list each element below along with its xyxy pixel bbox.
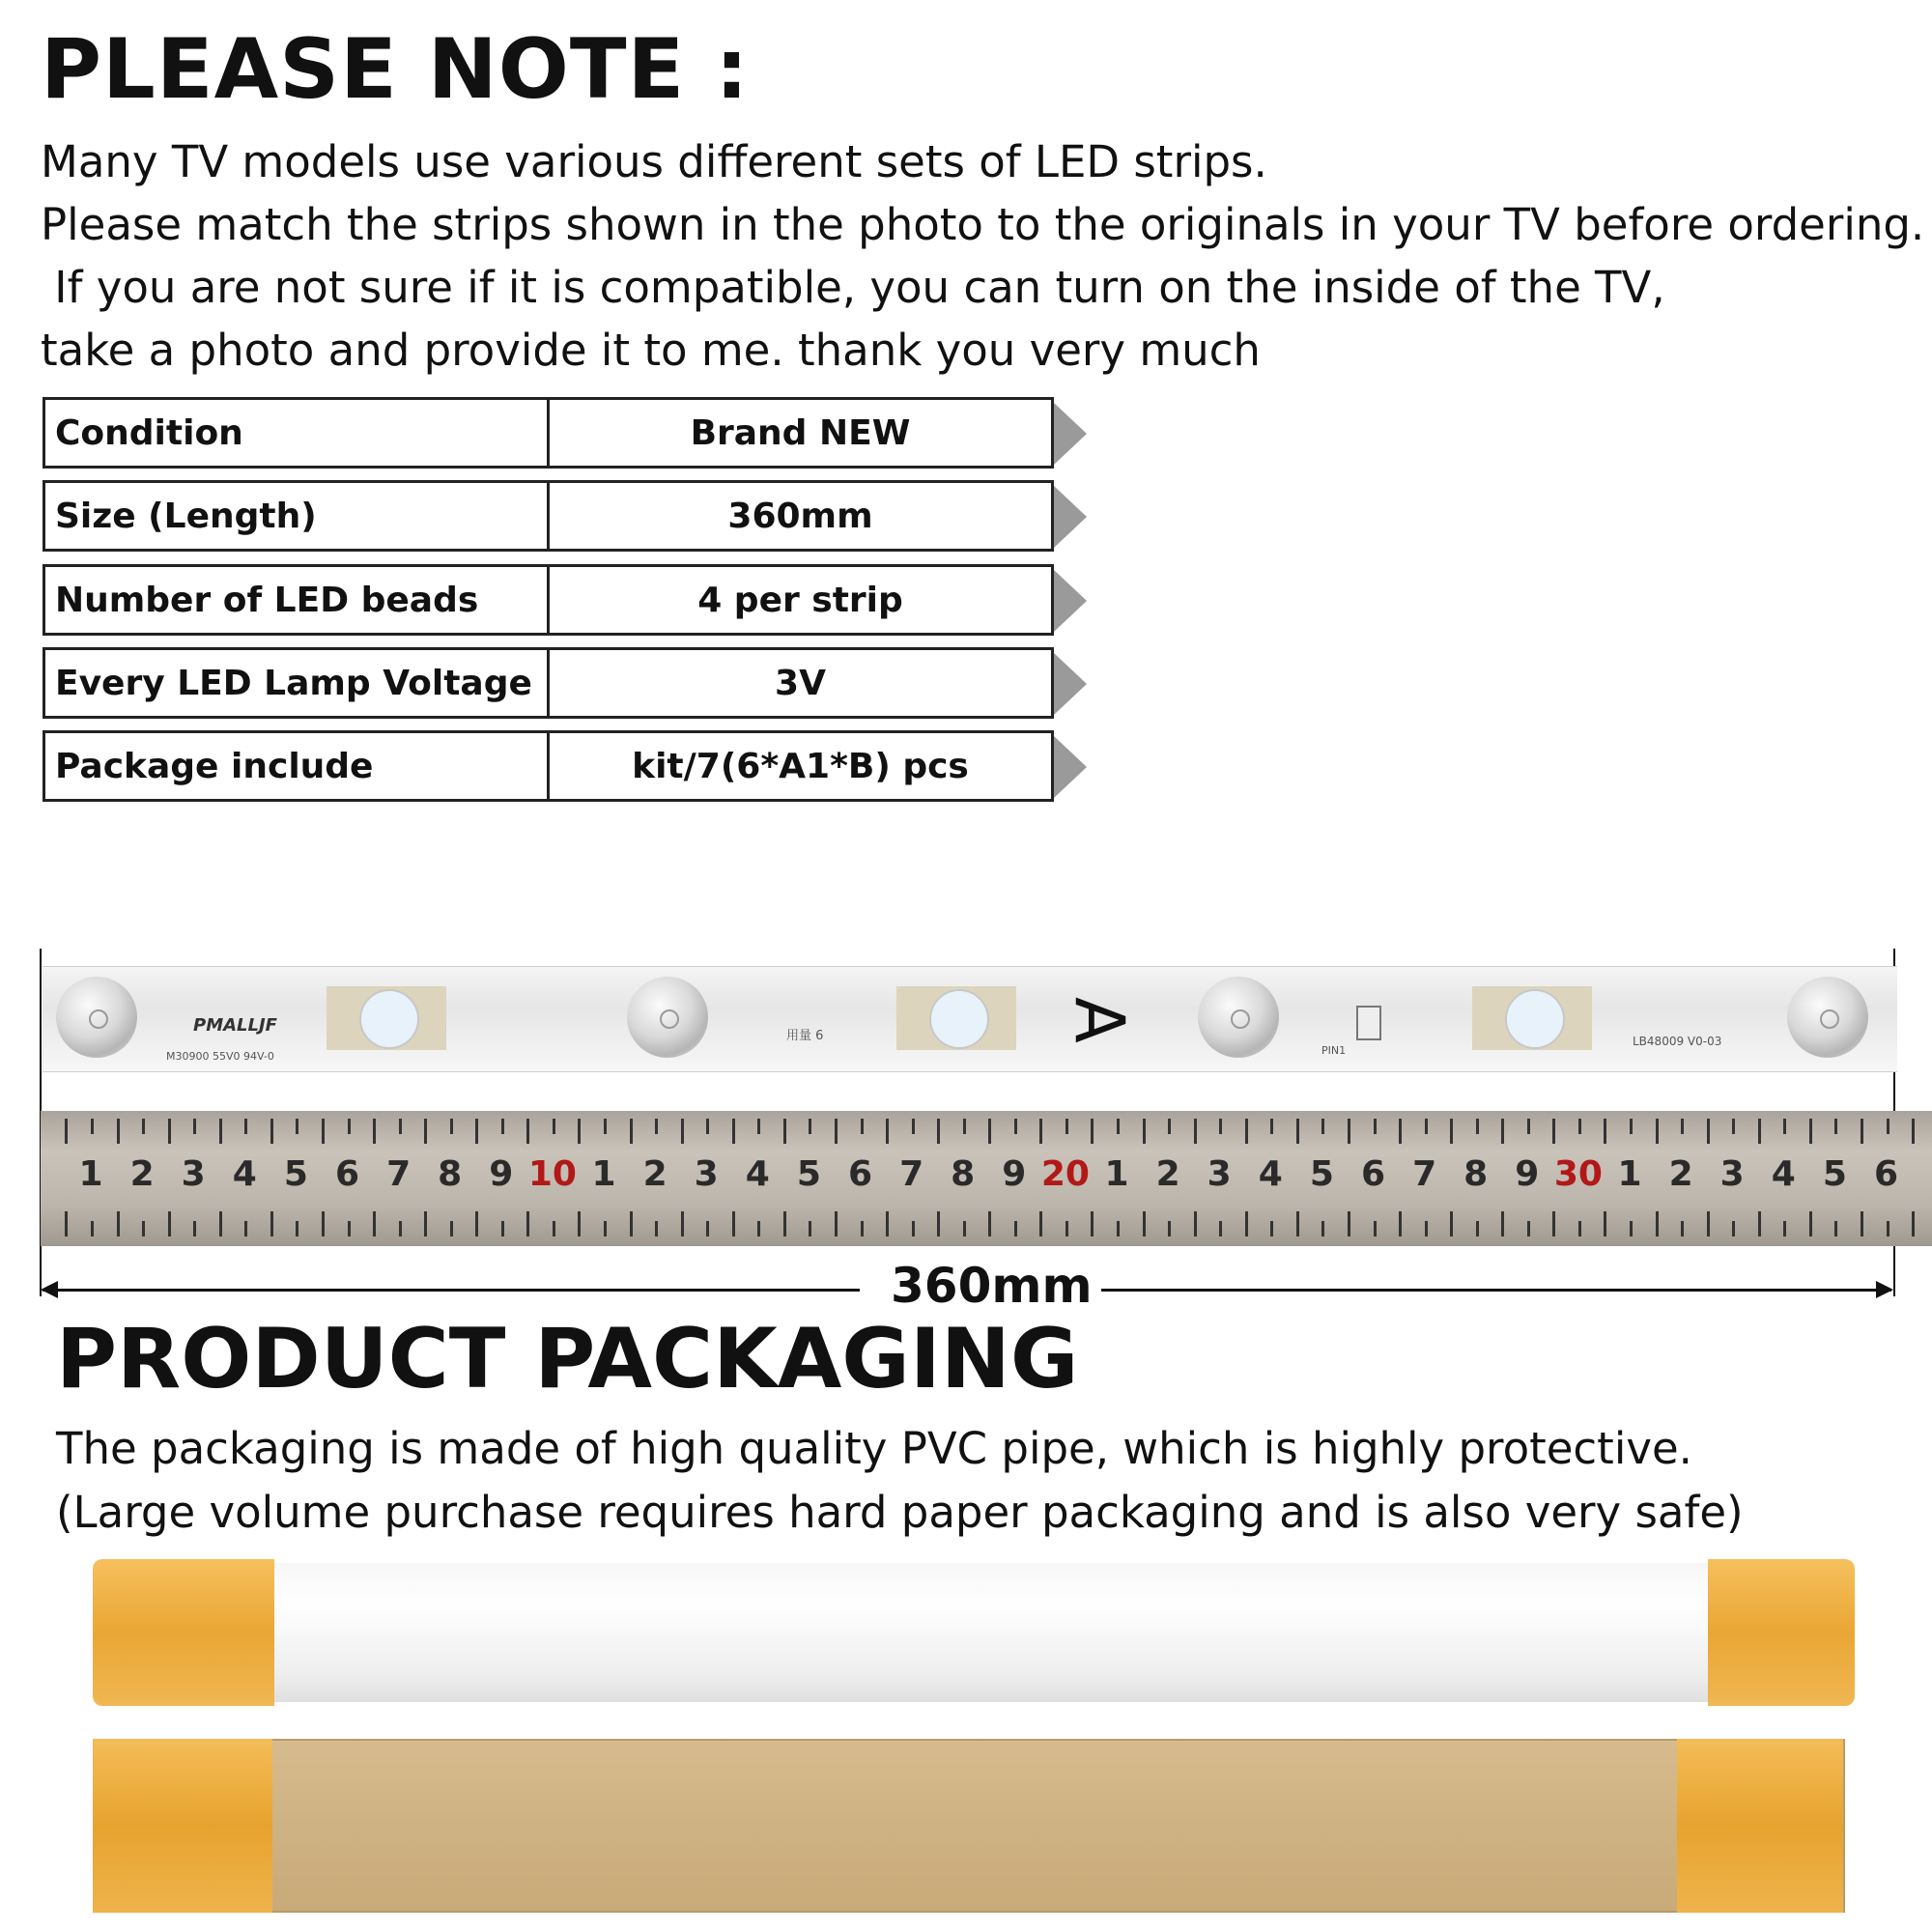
ruler-tick bbox=[988, 1211, 991, 1236]
spec-label: Condition bbox=[43, 397, 550, 469]
ruler-tick bbox=[1091, 1119, 1094, 1144]
ruler-tick bbox=[1681, 1221, 1684, 1236]
ruler-tick bbox=[1143, 1211, 1146, 1236]
ruler-number: 1 bbox=[1617, 1154, 1642, 1194]
ruler-tick bbox=[475, 1211, 478, 1236]
ruler-tick bbox=[1783, 1221, 1786, 1236]
ruler-tick bbox=[193, 1119, 196, 1134]
ruler-tick bbox=[1425, 1221, 1428, 1236]
ruler-tick bbox=[1476, 1119, 1479, 1134]
ruler-tick bbox=[1296, 1119, 1299, 1144]
ruler-tick bbox=[91, 1221, 94, 1236]
ruler-tick bbox=[553, 1221, 555, 1236]
arrow-right-icon bbox=[1876, 1281, 1893, 1298]
ruler-tick bbox=[604, 1119, 607, 1134]
ruler-tick bbox=[1604, 1211, 1606, 1236]
ruler-number: 1 bbox=[1104, 1154, 1129, 1194]
ruler-tick bbox=[1604, 1119, 1606, 1144]
ruler-tick bbox=[835, 1119, 838, 1144]
spec-value: 3V bbox=[547, 647, 1054, 719]
ruler-tick bbox=[1501, 1119, 1504, 1144]
ruler-tick bbox=[604, 1221, 607, 1236]
ruler-tick bbox=[1834, 1221, 1837, 1236]
ruler-tick bbox=[296, 1221, 298, 1236]
ruler-number: 8 bbox=[951, 1154, 976, 1194]
ruler-number: 5 bbox=[283, 1154, 308, 1194]
ruler-number: 2 bbox=[642, 1154, 668, 1194]
ruler-tick bbox=[1912, 1119, 1915, 1144]
ruler-tick bbox=[1552, 1119, 1555, 1144]
ruler-tick bbox=[937, 1211, 940, 1236]
ruler-tick bbox=[1681, 1119, 1684, 1134]
ruler-number: 4 bbox=[232, 1154, 257, 1194]
connector bbox=[1356, 1006, 1381, 1040]
ruler-number: 7 bbox=[899, 1154, 924, 1194]
arrow-left-icon bbox=[41, 1281, 58, 1298]
ruler-tick bbox=[1219, 1221, 1222, 1236]
ruler-tick bbox=[1861, 1211, 1863, 1236]
ruler-tick bbox=[835, 1211, 838, 1236]
led-lens bbox=[56, 977, 137, 1058]
ruler-tick bbox=[270, 1211, 273, 1236]
led-lens bbox=[627, 977, 708, 1058]
ruler-tick bbox=[1809, 1211, 1812, 1236]
ruler-tick bbox=[1450, 1211, 1453, 1236]
ruler-tick bbox=[450, 1221, 453, 1236]
ruler-tick bbox=[963, 1119, 966, 1134]
ruler-tick bbox=[809, 1119, 811, 1134]
ruler-tick bbox=[1656, 1211, 1659, 1236]
ruler-tick bbox=[1039, 1119, 1042, 1144]
ruler-tick bbox=[1399, 1211, 1402, 1236]
ruler-tick bbox=[861, 1221, 864, 1236]
ruler-tick bbox=[1296, 1211, 1299, 1236]
ruler-tick bbox=[1270, 1221, 1273, 1236]
ruler-tick bbox=[578, 1119, 581, 1144]
spec-label: Every LED Lamp Voltage bbox=[43, 647, 550, 719]
ruler-number: 2 bbox=[129, 1154, 155, 1194]
ruler-tick bbox=[886, 1211, 889, 1236]
packaging-line-2: (Large volume purchase requires hard paper packaging and is also very safe) bbox=[56, 1487, 1744, 1538]
arrow-right-icon bbox=[1054, 486, 1087, 548]
ruler-tick bbox=[1450, 1119, 1453, 1144]
tape-left bbox=[93, 1559, 274, 1706]
ruler-tick bbox=[1578, 1221, 1581, 1236]
ruler-tick bbox=[1399, 1119, 1402, 1144]
ruler-tick bbox=[193, 1221, 196, 1236]
ruler-tick bbox=[399, 1119, 402, 1134]
ruler-number: 5 bbox=[1309, 1154, 1334, 1194]
arrow-right-icon bbox=[1054, 570, 1087, 632]
ruler-tick bbox=[1321, 1119, 1324, 1134]
ruler-number: 6 bbox=[1873, 1154, 1899, 1194]
ruler-tick bbox=[732, 1211, 735, 1236]
ruler-tick bbox=[244, 1221, 247, 1236]
ruler-tick bbox=[1374, 1221, 1377, 1236]
spec-label: Package include bbox=[43, 730, 550, 802]
ruler-tick bbox=[1065, 1119, 1068, 1134]
ruler-tick bbox=[1270, 1119, 1273, 1134]
ruler-tick bbox=[912, 1221, 915, 1236]
ruler-tick bbox=[1245, 1211, 1248, 1236]
ruler-tick bbox=[1656, 1119, 1659, 1144]
ruler-tick bbox=[1117, 1119, 1120, 1134]
ruler-tick bbox=[373, 1119, 376, 1144]
ruler-tick bbox=[1861, 1119, 1863, 1144]
ruler-tick bbox=[809, 1221, 811, 1236]
ruler-tick bbox=[553, 1119, 555, 1134]
ruler-tick bbox=[1476, 1221, 1479, 1236]
ruler-tick bbox=[348, 1221, 351, 1236]
ruler-number: 4 bbox=[745, 1154, 770, 1194]
ruler-tick bbox=[450, 1119, 453, 1134]
ruler-number: 3 bbox=[694, 1154, 719, 1194]
ruler-tick bbox=[783, 1211, 786, 1236]
ruler-number: 6 bbox=[847, 1154, 873, 1194]
ruler-tick bbox=[1732, 1221, 1735, 1236]
ruler-number: 9 bbox=[1515, 1154, 1540, 1194]
ruler-tick bbox=[244, 1119, 247, 1134]
strip-qty: 用量 6 bbox=[786, 1029, 824, 1043]
ruler-tick bbox=[655, 1119, 658, 1134]
tape-left bbox=[93, 1739, 272, 1913]
spec-row-condition bbox=[43, 397, 1057, 472]
ruler-tick bbox=[322, 1211, 325, 1236]
ruler-tick bbox=[1527, 1221, 1530, 1236]
spec-row-size bbox=[43, 480, 1057, 555]
ruler-tick bbox=[142, 1119, 145, 1134]
ruler-tick bbox=[1501, 1211, 1504, 1236]
strip-code-left: M30900 55V0 94V-0 bbox=[166, 1050, 274, 1063]
ruler-tick bbox=[988, 1119, 991, 1144]
ruler-tick bbox=[1245, 1119, 1248, 1144]
strip-code-right: LB48009 V0-03 bbox=[1633, 1035, 1722, 1048]
note-line-2: Please match the strips shown in the photo to the originals in your TV before ordering. bbox=[41, 199, 1925, 250]
ruler-tick bbox=[1117, 1221, 1120, 1236]
ruler-tick bbox=[1194, 1211, 1197, 1236]
ruler-tick bbox=[1732, 1119, 1735, 1134]
ruler-number: 2 bbox=[1155, 1154, 1180, 1194]
mount-pad bbox=[896, 986, 1016, 1050]
mount-pad bbox=[327, 986, 446, 1050]
ruler-tick bbox=[526, 1211, 529, 1236]
mount-pad bbox=[1472, 986, 1592, 1050]
strip-pin: PIN1 bbox=[1321, 1044, 1347, 1057]
cardboard-box bbox=[93, 1739, 1845, 1913]
ruler-tick bbox=[681, 1211, 684, 1236]
ruler-tick bbox=[706, 1221, 709, 1236]
ruler-tick bbox=[424, 1211, 427, 1236]
ruler-tick bbox=[1194, 1119, 1197, 1144]
ruler-tick bbox=[475, 1119, 478, 1144]
ruler-tick bbox=[348, 1119, 351, 1134]
ruler-tick bbox=[886, 1119, 889, 1144]
note-line-1: Many TV models use various different sets of LED strips. bbox=[41, 136, 1267, 187]
ruler-tick bbox=[1707, 1119, 1710, 1144]
ruler-tick bbox=[501, 1119, 504, 1134]
ruler-tick bbox=[1887, 1119, 1889, 1134]
spec-row-voltage bbox=[43, 647, 1057, 723]
ruler-number: 2 bbox=[1668, 1154, 1693, 1194]
note-line-4: take a photo and provide it to me. thank you very much bbox=[41, 325, 1261, 376]
ruler-tick bbox=[1014, 1221, 1017, 1236]
ruler-tick bbox=[1321, 1221, 1324, 1236]
ruler-tick bbox=[1783, 1119, 1786, 1134]
ruler-tick bbox=[1552, 1211, 1555, 1236]
ruler-number: 5 bbox=[1822, 1154, 1847, 1194]
ruler-number: 8 bbox=[438, 1154, 463, 1194]
dimension-label: 360mm bbox=[891, 1258, 1093, 1314]
ruler-tick bbox=[1168, 1221, 1171, 1236]
ruler-tick bbox=[1014, 1119, 1017, 1134]
ruler-tick bbox=[1143, 1119, 1146, 1144]
ruler-tick bbox=[1039, 1211, 1042, 1236]
ruler-tick bbox=[861, 1119, 864, 1134]
ruler-tick bbox=[1912, 1211, 1915, 1236]
ruler-number: 4 bbox=[1258, 1154, 1283, 1194]
spec-value: Brand NEW bbox=[547, 397, 1054, 469]
ruler-tick bbox=[219, 1211, 222, 1236]
strip-type-letter: A bbox=[1059, 997, 1139, 1043]
ruler-tick bbox=[732, 1119, 735, 1144]
ruler-tick bbox=[681, 1119, 684, 1144]
ruler-tick bbox=[1834, 1119, 1837, 1134]
spec-value: 360mm bbox=[547, 480, 1054, 552]
ruler-tick bbox=[1630, 1119, 1633, 1134]
ruler-tick bbox=[912, 1119, 915, 1134]
ruler-tick bbox=[117, 1211, 120, 1236]
ruler-tick bbox=[1578, 1119, 1581, 1134]
ruler-tick bbox=[526, 1119, 529, 1144]
ruler-number: 1 bbox=[78, 1154, 103, 1194]
ruler-number: 7 bbox=[386, 1154, 412, 1194]
ruler-tick bbox=[1630, 1221, 1633, 1236]
spec-value: kit/7(6*A1*B) pcs bbox=[547, 730, 1054, 802]
ruler-number: 3 bbox=[1207, 1154, 1232, 1194]
ruler-tick bbox=[117, 1119, 120, 1144]
ruler-tick bbox=[1168, 1119, 1171, 1134]
ruler-tick bbox=[1091, 1211, 1094, 1236]
ruler-number: 6 bbox=[1360, 1154, 1386, 1194]
arrow-right-icon bbox=[1054, 403, 1087, 465]
ruler-number: 8 bbox=[1463, 1154, 1489, 1194]
ruler-tick bbox=[168, 1211, 171, 1236]
ruler-tick bbox=[655, 1221, 658, 1236]
ruler-tick bbox=[270, 1119, 273, 1144]
ruler-tick bbox=[706, 1119, 709, 1134]
ruler-number: 9 bbox=[489, 1154, 514, 1194]
ruler-tick bbox=[219, 1119, 222, 1144]
tape-right bbox=[1677, 1739, 1843, 1913]
note-line-3: If you are not sure if it is compatible, you can turn on the inside of the TV, bbox=[41, 262, 1665, 313]
ruler-number: 20 bbox=[1040, 1154, 1090, 1194]
spec-label: Number of LED beads bbox=[43, 564, 550, 636]
packaging-line-1: The packaging is made of high quality PVC pipe, which is highly protective. bbox=[56, 1423, 1692, 1474]
ruler-tick bbox=[630, 1119, 633, 1144]
pvc-tube bbox=[95, 1563, 1853, 1702]
spec-label: Size (Length) bbox=[43, 480, 550, 552]
dimension-line-left bbox=[43, 1289, 860, 1292]
arrow-right-icon bbox=[1054, 653, 1087, 715]
led-lens bbox=[1198, 977, 1279, 1058]
ruler-tick bbox=[322, 1119, 325, 1144]
ruler-number: 4 bbox=[1771, 1154, 1796, 1194]
spec-row-package bbox=[43, 730, 1057, 806]
ruler-tick bbox=[783, 1119, 786, 1144]
ruler-tick bbox=[1374, 1119, 1377, 1134]
ruler-tick bbox=[757, 1119, 760, 1134]
dimension-line-right bbox=[1101, 1289, 1891, 1292]
ruler-number: 10 bbox=[527, 1154, 577, 1194]
ruler-tick bbox=[296, 1119, 298, 1134]
led-strip-photo bbox=[43, 966, 1897, 1072]
ruler-tick bbox=[1348, 1119, 1350, 1144]
ruler-number: 7 bbox=[1412, 1154, 1437, 1194]
led-lens bbox=[1787, 977, 1868, 1058]
ruler-tick bbox=[963, 1221, 966, 1236]
ruler-number: 9 bbox=[1002, 1154, 1027, 1194]
ruler-tick bbox=[168, 1119, 171, 1144]
ruler-number: 1 bbox=[591, 1154, 616, 1194]
ruler-tick bbox=[91, 1119, 94, 1134]
ruler-tick bbox=[1809, 1119, 1812, 1144]
ruler-tick bbox=[1527, 1119, 1530, 1134]
arrow-right-icon bbox=[1054, 736, 1087, 798]
ruler-tick bbox=[65, 1119, 68, 1144]
strip-brand: PMALLJF bbox=[193, 1015, 277, 1036]
ruler-number: 30 bbox=[1553, 1154, 1603, 1194]
ruler-tick bbox=[142, 1221, 145, 1236]
packaging-title: PRODUCT PACKAGING bbox=[56, 1311, 1079, 1407]
ruler-tick bbox=[1219, 1119, 1222, 1134]
ruler-tick bbox=[757, 1221, 760, 1236]
ruler-tick bbox=[937, 1119, 940, 1144]
ruler-tick bbox=[1758, 1119, 1761, 1144]
ruler-number: 3 bbox=[1719, 1154, 1745, 1194]
note-title: PLEASE NOTE : bbox=[41, 21, 750, 118]
ruler-tick bbox=[1425, 1119, 1428, 1134]
ruler-number: 3 bbox=[181, 1154, 206, 1194]
ruler-tick bbox=[1758, 1211, 1761, 1236]
ruler-tick bbox=[578, 1211, 581, 1236]
ruler-tick bbox=[630, 1211, 633, 1236]
tape-right bbox=[1708, 1559, 1855, 1706]
ruler-tick bbox=[1887, 1221, 1889, 1236]
ruler-number: 5 bbox=[796, 1154, 821, 1194]
spec-value: 4 per strip bbox=[547, 564, 1054, 636]
ruler-number: 6 bbox=[334, 1154, 360, 1194]
ruler-tick bbox=[373, 1211, 376, 1236]
ruler-tick bbox=[399, 1221, 402, 1236]
ruler-tick bbox=[65, 1211, 68, 1236]
spec-row-led-beads bbox=[43, 564, 1057, 639]
ruler-tick bbox=[1065, 1221, 1068, 1236]
measuring-ruler bbox=[41, 1111, 1932, 1246]
ruler-tick bbox=[1707, 1211, 1710, 1236]
ruler-tick bbox=[424, 1119, 427, 1144]
ruler-tick bbox=[501, 1221, 504, 1236]
ruler-tick bbox=[1348, 1211, 1350, 1236]
